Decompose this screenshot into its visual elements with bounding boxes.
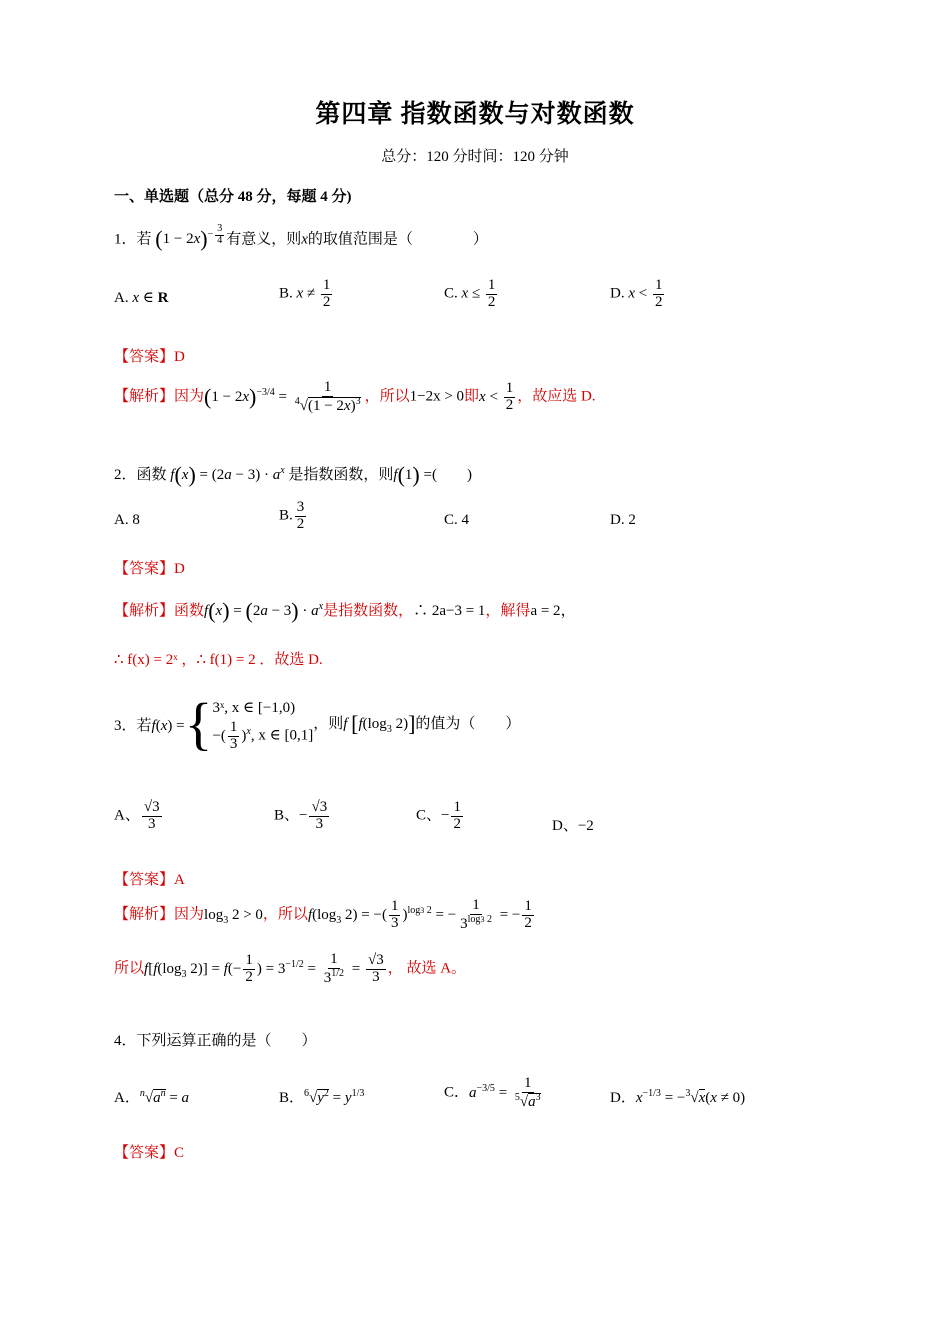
question-3-analysis: 【解析】因为$\log_3 2 > 0$，所以$f(\log_3$ 2) = −( $\frac{1}{3}$ )$^{log3 2}$ = − $\frac{1}{3^{log3 2}}$ = − $\frac{1}{2}$	[114, 897, 532, 932]
page-title: 第四章 指数函数与对数函数	[315, 101, 635, 128]
question-3-option-b: B、− $\frac{√3}{3}$	[274, 799, 328, 832]
question-4-stem: 4．下列运算正确的是（ ）	[114, 1033, 317, 1049]
question-2-stem: 2．函数 $f(x) = (2a - 3) \cdot a^x$ 是指数函数，则f(1) =( )	[114, 462, 472, 487]
question-3-analysis-line2: 所以$f[f(\log_3$ 2)] = f(− $\frac{1}{2}$ ) = $3^{-1/2}$ = $\frac{1}{3^{1/2}}$ = $\frac{√3}{3}$ ， 故选 A。	[114, 951, 467, 986]
question-1-answer: 【答案】D	[114, 349, 185, 365]
question-2-option-a: A. 8	[114, 512, 140, 528]
question-2-option-c: C. 4	[444, 512, 470, 528]
question-1-option-d: D. x < $\frac{1}{2}$	[610, 277, 663, 310]
question-1-stem: 1．若 $(1 - 2x)^{- \frac{3}{4}}$ 有意义，则x的取值范围是（ ）	[114, 223, 488, 252]
question-3-option-a: A、 $\frac{√3}{3}$	[114, 799, 160, 832]
question-1-option-c: C. x ≤ $\frac{1}{2}$	[444, 277, 496, 310]
question-4-answer: 【答案】C	[114, 1145, 185, 1161]
question-2-answer: 【答案】D	[114, 561, 185, 577]
question-1-option-a: A. x ∈ R	[114, 290, 169, 306]
question-4-option-b: B．$^6√y^2 = y^{1/3}$	[279, 1088, 365, 1106]
section-heading: 一、单选题（总分 48 分，每题 4 分)	[114, 189, 352, 205]
question-1-option-b: B. x ≠ $\frac{1}{2}$	[279, 277, 331, 310]
exam-info: 总分：120 分时间：120 分钟	[381, 149, 569, 165]
question-4-option-a: A．$^n√a^n = a$	[114, 1088, 190, 1106]
question-3-option-c: C、− $\frac{1}{2}$	[416, 799, 461, 832]
question-3-option-d: D、−2	[552, 818, 594, 834]
question-3-stem: 3．若f(x) ={3ˣ, x ∈ [−1,0) −( $\frac{1}{3}$ )$^x$, x ∈ [0,1]，则f [$f(\log_3$ 2)]的值为（ ）	[114, 691, 521, 757]
question-2-analysis-line2: ∴ f(x) = 2ˣ ，∴ f(1) = 2 ．故选 D.	[114, 652, 323, 668]
question-3-answer: 【答案】A	[114, 872, 185, 888]
question-1-analysis: 【解析】因为$(1 - 2x)^{-3/4}$ = $\frac{1}{^4√(1 - 2x)^3}$ ，所以1−2x > 0即x < $\frac{1}{2}$ ，故应选 D.	[114, 379, 596, 414]
question-4-option-d: D．$x^{-1/3} = -^3√x(x \ne 0)$	[610, 1088, 746, 1106]
question-4-option-c: C．$a^{-3/5}$ = $\frac{1}{^5√a^3}$	[444, 1075, 541, 1110]
question-2-analysis: 【解析】函数$f(x) = (2a - 3) \cdot a^x$是指数函数，∴ 2a−3 = 1，解得a = 2，	[114, 598, 576, 623]
question-2-option-d: D. 2	[610, 512, 636, 528]
question-2-option-b: B. $\frac{3}{2}$	[279, 499, 305, 532]
